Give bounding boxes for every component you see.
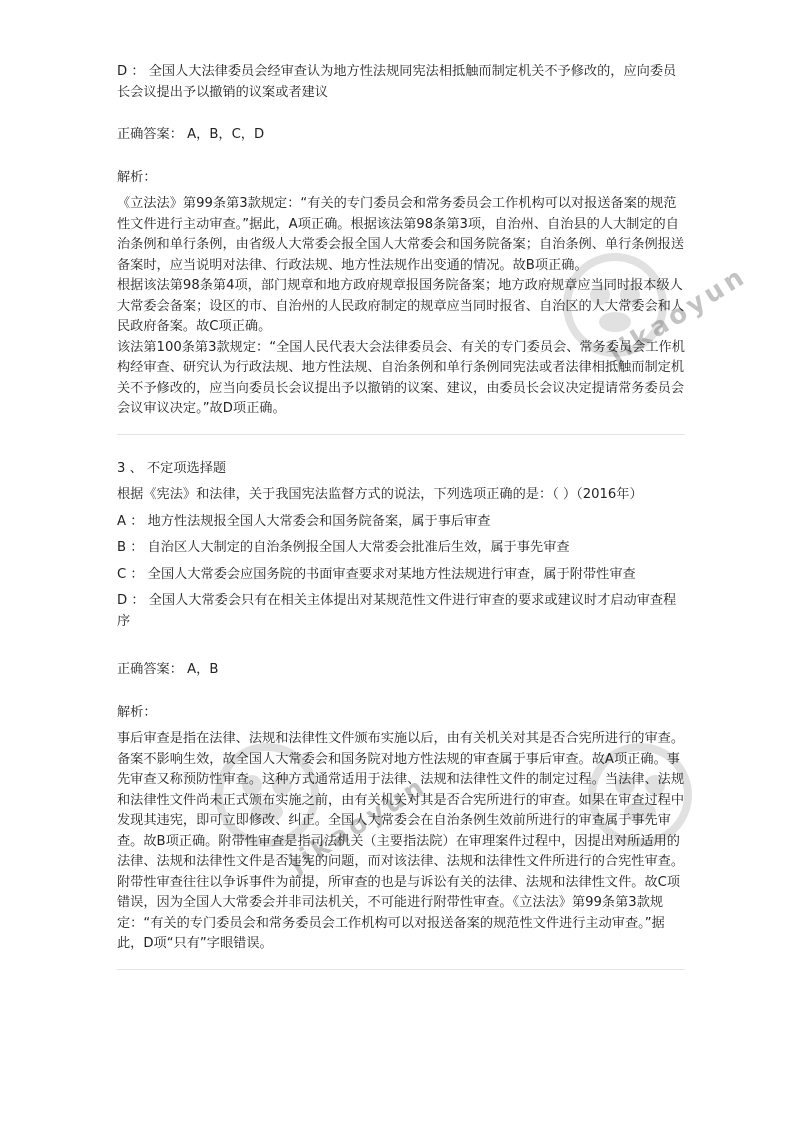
q2-analysis-label: 解析： [117, 169, 157, 185]
q3-option-a: A ： 地方性法规报全国人大常委会和国务院备案，属于事后审查 [117, 513, 491, 529]
q3-header: 3 、 不定项选择题 [117, 460, 227, 476]
divider [117, 969, 685, 970]
q2-analysis-paragraph: 《立法法》第99条第3款规定：“有关的专门委员会和常务委员会工作机构可以对报送备案的规范性文件进行主动审查。”据此，A项正确。根据该法第98条第3项，自治州、自治县的人大制定的自治条例和单行条例，由省级人大常委会报全国人大常委会和国务院备案；自治条例、单行条例报送备案时，应当说明对法律、行政法规、地方性法规作出变通的情况。故B项正确。 [117, 196, 685, 273]
q3-analysis: 事后审查是指在法律、法规和法律性文件颁布实施以后，由有关机关对其是否合宪所进行的审查。备案不影响生效，故全国人大常委会和国务院对地方性法规的审查属于事后审查。故A项正确。事先审查又称预防性审查。这种方式通常适用于法律、法规和法律性文件的制定过程。当法律、法规和法律性文件尚未正式颁布实施之前，由有关机关对其是否合宪所进行的审查。如果在审查过程中发现其违宪，即可立即修改、纠正。全国人大常委会在自治条例生效前所进行的审查属于事先审查。故B项正确。附带性审查是指司法机关（主要指法院）在审理案件过程中，因提出对所适用的法律、法规和法律性文件是否违宪的问题，而对该法律、法规和法律性文件所进行的合宪性审查。附带性审查往往以争诉事件为前提，所审查的也是与诉讼有关的法律、法规和法律性文件。故C项错误，因为全国人大常委会并非司法机关，不可能进行附带性审查。《立法法》第99条第3款规定：“有关的专门委员会和常务委员会工作机构可以对报送备案的规范性文件进行主动审查。”据此，D项“只有”字眼错误。 [117, 731, 685, 951]
q2-option-d: D ： 全国人大法律委员会经审查认为地方性法规同宪法相抵触而制定机关不予修改的，应向委员长会议提出予以撤销的议案或者建议 [117, 64, 677, 100]
q3-option-b: B ： 自治区人大制定的自治条例报全国人大常委会批准后生效，属于事先审查 [117, 540, 570, 555]
q3-option-d: D ： 全国人大常委会只有在相关主体提出对某规范性文件进行审查的要求或建议时才启动审查程序 [117, 593, 677, 629]
q2-answer: 正确答案： A，B，C，D [117, 127, 265, 142]
q2-analysis-paragraph: 该法第100条第3款规定：“全国人民代表大会法律委员会、有关的专门委员会、常务委员会工作机构经审查、研究认为行政法规、地方性法规、自治条例和单行条例同宪法或者法律相抵触而制定机关不予修改的，应当向委员长会议提出予以撤销的议案、建议，由委员长会议决定提请常务委员会会议审议决定。”故D项正确。 [117, 339, 685, 416]
q3-option-c: C ： 全国人大常委会应国务院的书面审查要求对某地方性法规进行审查，属于附带性审查 [117, 566, 636, 582]
q3-answer: 正确答案： A，B [117, 662, 219, 677]
watermark-text: jikaoyun [603, 260, 753, 370]
q2-analysis-paragraph: 根据该法第98条第4项，部门规章和地方政府规章报国务院备案；地方政府规章应当同时报本级人大常委会备案；设区的市、自治州的人民政府制定的规章应当同时报省、自治区的人大常委会和人民政府备案。故C项正确。 [117, 278, 685, 334]
document-page [117, 62, 685, 970]
q3-stem: 根据《宪法》和法律，关于我国宪法监督方式的说法，下列选项正确的是：（ ）（2016年） [117, 487, 643, 502]
q3-analysis-label: 解析： [117, 704, 157, 720]
watermark-text: jikaoyun [283, 770, 433, 880]
